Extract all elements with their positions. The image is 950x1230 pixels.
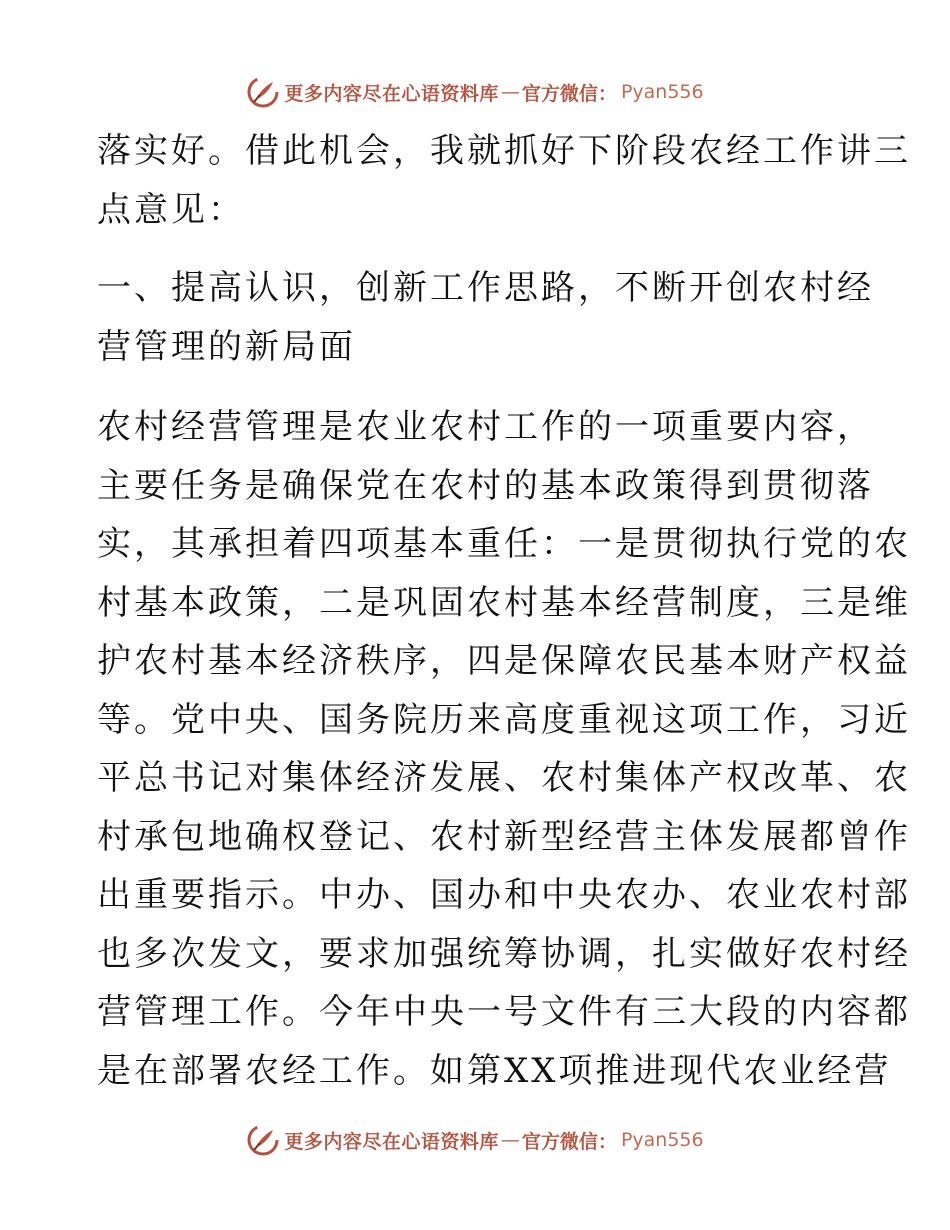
section-heading (97, 259, 874, 376)
watermark-account-id: Pyan556 (620, 81, 704, 103)
watermark-account-id: Pyan556 (620, 1129, 704, 1151)
text-line: 一、提高认识，创新工作思路，不断开创农村经 (97, 268, 874, 308)
text-line: 等。党中央、国务院历来高度重视这项工作，习近 (97, 699, 911, 740)
watermark-account-label: 官方微信： (521, 1130, 617, 1153)
text-line: 平总书记对集体经济发展、农村集体产权改革、农 (97, 758, 911, 798)
paragraph-intro (97, 122, 911, 239)
watermark-dash: — (500, 81, 520, 103)
text-line: 营管理工作。今年中央一号文件有三大段的内容都 (97, 992, 911, 1032)
text-line: 护农村基本经济秩序，四是保障农民基本财产权益 (97, 641, 911, 681)
text-line: 营管理的新局面 (97, 326, 356, 367)
footer-watermark (0, 1120, 950, 1160)
text-line: 村承包地确权登记、农村新型经营主体发展都曾作 (97, 816, 911, 857)
text-line: 村基本政策，二是巩固农村基本经营制度，三是维 (97, 582, 911, 623)
header-watermark (0, 72, 950, 112)
text-line: 是在部署农经工作。如第XX项推进现代农业经营 (97, 1050, 892, 1091)
text-line: 实，其承担着四项基本重任：一是贯彻执行党的农 (97, 524, 911, 564)
text-line: 落实好。借此机会，我就抓好下阶段农经工作讲三 (97, 131, 911, 171)
watermark-account-label: 官方微信： (521, 82, 617, 105)
text-line: 农村经营管理是农业农村工作的一项重要内容， (97, 407, 874, 447)
text-line: 也多次发文，要求加强统筹协调，扎实做好农村经 (97, 933, 911, 974)
text-line: 点意见： (97, 189, 245, 230)
watermark-main-text: 更多内容尽在心语资料库 (284, 1130, 499, 1153)
paragraph-body (97, 398, 911, 1100)
text-line: 主要任务是确保党在农村的基本政策得到贯彻落 (97, 465, 874, 506)
document-body (97, 118, 911, 1100)
feather-quill-icon (246, 1123, 280, 1157)
watermark-dash: — (500, 1129, 520, 1151)
watermark-main-text: 更多内容尽在心语资料库 (284, 82, 499, 105)
text-line: 出重要指示。中办、国办和中央农办、农业农村部 (97, 875, 911, 915)
feather-quill-icon (246, 75, 280, 109)
